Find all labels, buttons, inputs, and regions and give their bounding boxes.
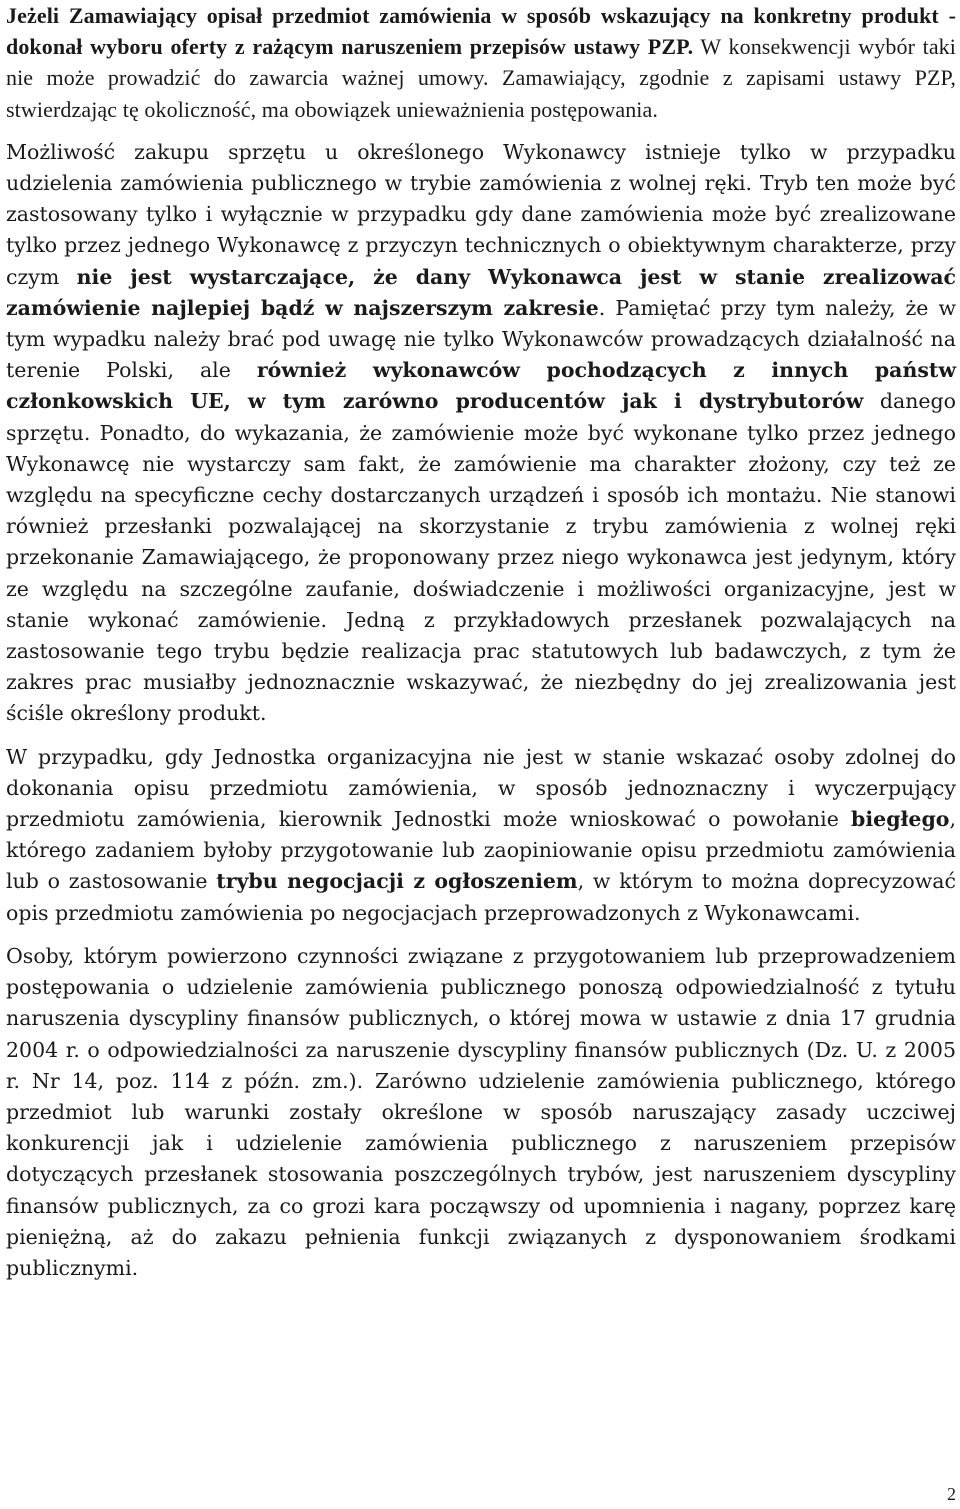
paragraph-text: W przypadku, gdy Jednostka organizacyjna nie jest w stanie wskazać osoby zdolnej do dokonania opisu przedmiotu zamówienia, w sposób jednoznaczny i wyczerpujący przedmiotu zamówienia, kierownik Jednostki może wnioskować o powołanie <box>6 744 956 832</box>
paragraph-single-source <box>6 137 956 730</box>
bold-emphasis: nie jest wystarczające, że dany Wykonawca jest w stanie zrealizować zamówienie najlepiej bądź w najszerszym zakresie <box>6 264 956 320</box>
paragraph-text: Osoby, którym powierzono czynności związane z przygotowaniem lub przeprowadzeniem postępowania o udzielenie zamówienia publicznego ponoszą odpowiedzialność z tytułu naruszenia dyscypliny finansów publicznych, o której mowa w ustawie z dnia 17 grudnia 2004 r. o odpowiedzialności za naruszenie dyscypliny finansów publicznych (Dz. U. z 2005 r. Nr 14, poz. 114 z późn. zm.). Zarówno udzielenie zamówienia publicznego, którego przedmiot lub warunki zostały określone w sposób naruszający zasady uczciwej konkurencji jak i udzielenie zamówienia publicznego z naruszeniem przepisów dotyczących przesłanek stosowania poszczególnych trybów, jest naruszeniem dyscypliny finansów publicznych, za co grozi kara począwszy od upomnienia i nagany, poprzez karę pieniężną, aż do zakazu pełnienia funkcji związanych z dysponowaniem środkami publicznymi. <box>6 943 956 1280</box>
paragraph-text: , którego zadaniem byłoby przygotowanie lub zaopiniowanie opisu przedmiotu zamówienia lub o zastosowanie <box>6 807 956 894</box>
bold-statement: Jeżeli Zamawiający opisał przedmiot zamówienia w sposób wskazujący na konkretny produkt - dokonał wyboru oferty z rażącym naruszeniem przepisów ustawy PZP. <box>6 3 956 60</box>
document-page <box>6 0 956 1284</box>
paragraph-expert <box>6 742 956 929</box>
paragraph-invalid-procedure <box>6 0 956 125</box>
page-number: 2 <box>947 1484 956 1504</box>
paragraph-text: Możliwość zakupu sprzętu u określonego Wykonawcy istnieje tylko w przypadku udzielenia zamówienia publicznego w trybie zamówienia z wolnej ręki. Tryb ten może być zastosowany tylko i wyłącznie w przypadku gdy dane zamówienia może być zrealizowane tylko przez jednego Wykonawcę z przyczyn technicznych o obiektywnym charakterze, przy czym <box>6 139 956 289</box>
bold-emphasis: również wykonawców pochodzących z innych państw członkowskich UE, w tym zarówno producentów jak i dystrybutorów <box>6 358 957 414</box>
paragraph-text: . Pamiętać przy tym należy, że w tym wypadku należy brać pod uwagę nie tylko Wykonawców prowadzących działalność na terenie Polski, ale <box>6 295 957 383</box>
paragraph-text: W konsekwencji wybór taki nie może prowadzić do zawarcia ważnej umowy. Zamawiający, zgodnie z zapisami ustawy PZP, stwierdzając tę okoliczność, ma obowiązek unieważnienia postępowania. <box>6 34 956 122</box>
paragraph-liability <box>6 941 956 1284</box>
bold-emphasis: biegłego <box>851 807 950 832</box>
bold-emphasis: trybu negocjacji z ogłoszeniem <box>216 869 578 894</box>
paragraph-text: , w którym to można doprecyzować opis przedmiotu zamówienia po negocjacjach przeprowadzonych z Wykonawcami. <box>6 869 956 925</box>
paragraph-text: danego sprzętu. Ponadto, do wykazania, że zamówienie może być wykonane tylko przez jednego Wykonawcę nie wystarczy sam fakt, że zamówienie ma charakter złożony, czy też ze względu na specyficzne cechy dostarczanych urządzeń i sposób ich montażu. Nie stanowi również przesłanki pozwalającej na skorzystanie z trybu zamówienia z wolnej ręki przekonanie Zamawiającego, że proponowany przez niego wykonawca jest jedynym, który ze względu na szczególne zaufanie, doświadczenie i możliwości organizacyjne, jest w stanie wykonać zamówienie. Jedną z przykładowych przesłanek pozwalających na zastosowanie tego trybu będzie realizacja prac statutowych lub badawczych, z tym że zakres prac musiałby jednoznacznie wskazywać, że niezbędny do jej zrealizowania jest ściśle określony produkt. <box>6 389 956 726</box>
